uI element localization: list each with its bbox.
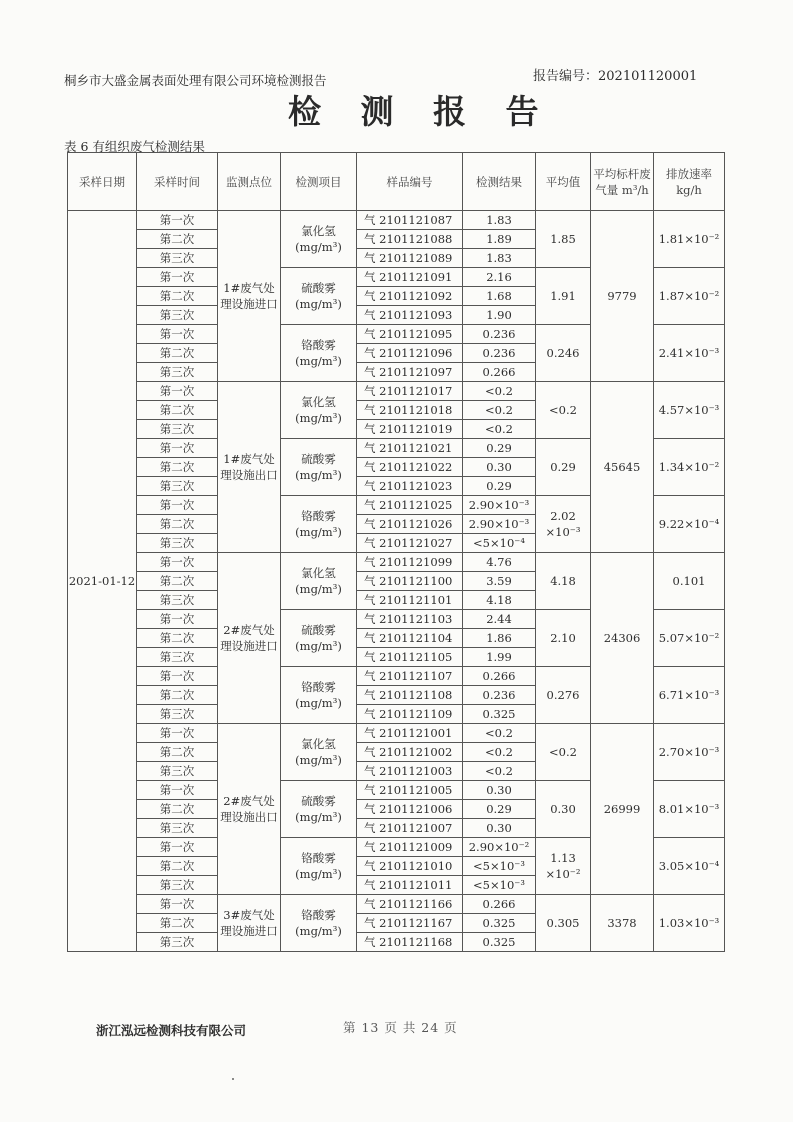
emission-rate-cell: 5.07×10⁻²: [654, 610, 725, 667]
result-cell: 1.83: [463, 211, 536, 230]
result-cell: 4.76: [463, 553, 536, 572]
sample-id-cell: 气 2101121027: [357, 534, 463, 553]
sampling-time-cell: 第一次: [137, 325, 218, 344]
monitoring-point-cell: 2#废气处理设施出口: [218, 724, 281, 895]
emission-rate-cell: 8.01×10⁻³: [654, 781, 725, 838]
test-item-cell: 氯化氢 (mg/m³): [281, 724, 357, 781]
sample-id-cell: 气 2101121104: [357, 629, 463, 648]
table-row: [68, 211, 725, 230]
emission-rate-cell: 1.87×10⁻²: [654, 268, 725, 325]
result-cell: <5×10⁻⁴: [463, 534, 536, 553]
sampling-time-cell: 第一次: [137, 895, 218, 914]
sample-id-cell: 气 2101121107: [357, 667, 463, 686]
result-cell: 1.89: [463, 230, 536, 249]
result-cell: 2.16: [463, 268, 536, 287]
test-item-cell: 氯化氢 (mg/m³): [281, 382, 357, 439]
average-cell: 0.246: [536, 325, 591, 382]
result-cell: 0.266: [463, 363, 536, 382]
header-cell: 检测结果: [463, 153, 536, 211]
sampling-time-cell: 第三次: [137, 363, 218, 382]
sample-id-cell: 气 2101121088: [357, 230, 463, 249]
sampling-time-cell: 第二次: [137, 458, 218, 477]
test-item-cell: 硫酸雾 (mg/m³): [281, 439, 357, 496]
sample-id-cell: 气 2101121166: [357, 895, 463, 914]
sampling-time-cell: 第二次: [137, 857, 218, 876]
header-cell: 采样日期: [68, 153, 137, 211]
emission-rate-cell: 6.71×10⁻³: [654, 667, 725, 724]
result-cell: 1.90: [463, 306, 536, 325]
emission-rate-cell: 2.41×10⁻³: [654, 325, 725, 382]
monitoring-point-cell: 3#废气处理设施进口: [218, 895, 281, 952]
sample-id-cell: 气 2101121093: [357, 306, 463, 325]
sampling-time-cell: 第三次: [137, 477, 218, 496]
result-cell: 0.266: [463, 895, 536, 914]
header-cell: 平均标杆废气量 m³/h: [591, 153, 654, 211]
result-cell: 1.86: [463, 629, 536, 648]
sampling-time-cell: 第二次: [137, 287, 218, 306]
sample-id-cell: 气 2101121097: [357, 363, 463, 382]
sampling-time-cell: 第二次: [137, 230, 218, 249]
emission-rate-cell: 1.81×10⁻²: [654, 211, 725, 268]
result-cell: 0.325: [463, 933, 536, 952]
test-item-cell: 铬酸雾 (mg/m³): [281, 325, 357, 382]
sample-id-cell: 气 2101121003: [357, 762, 463, 781]
table-row: [68, 724, 725, 743]
sampling-time-cell: 第一次: [137, 610, 218, 629]
sampling-time-cell: 第一次: [137, 553, 218, 572]
header-cell: 排放速率 kg/h: [654, 153, 725, 211]
sample-id-cell: 气 2101121018: [357, 401, 463, 420]
sampling-time-cell: 第二次: [137, 344, 218, 363]
test-item-cell: 氯化氢 (mg/m³): [281, 211, 357, 268]
sample-id-cell: 气 2101121011: [357, 876, 463, 895]
result-cell: 0.325: [463, 914, 536, 933]
average-cell: <0.2: [536, 382, 591, 439]
emission-rate-cell: 4.57×10⁻³: [654, 382, 725, 439]
average-cell: 0.276: [536, 667, 591, 724]
test-item-cell: 铬酸雾 (mg/m³): [281, 895, 357, 952]
sample-id-cell: 气 2101121087: [357, 211, 463, 230]
sample-id-cell: 气 2101121017: [357, 382, 463, 401]
result-cell: <0.2: [463, 743, 536, 762]
sample-id-cell: 气 2101121167: [357, 914, 463, 933]
sample-id-cell: 气 2101121096: [357, 344, 463, 363]
flow-rate-cell: 26999: [591, 724, 654, 895]
result-cell: 0.236: [463, 686, 536, 705]
average-cell: 4.18: [536, 553, 591, 610]
sample-id-cell: 气 2101121002: [357, 743, 463, 762]
sampling-time-cell: 第一次: [137, 268, 218, 287]
header-cell: 平均值: [536, 153, 591, 211]
average-cell: 1.91: [536, 268, 591, 325]
result-cell: 1.99: [463, 648, 536, 667]
result-cell: 2.44: [463, 610, 536, 629]
result-cell: <0.2: [463, 401, 536, 420]
emission-rate-cell: 3.05×10⁻⁴: [654, 838, 725, 895]
sample-id-cell: 气 2101121095: [357, 325, 463, 344]
sampling-time-cell: 第三次: [137, 420, 218, 439]
sampling-time-cell: 第二次: [137, 401, 218, 420]
sampling-time-cell: 第三次: [137, 591, 218, 610]
sampling-time-cell: 第二次: [137, 686, 218, 705]
sampling-time-cell: 第一次: [137, 667, 218, 686]
average-cell: <0.2: [536, 724, 591, 781]
sample-id-cell: 气 2101121025: [357, 496, 463, 515]
flow-rate-cell: 24306: [591, 553, 654, 724]
sampling-date-cell: 2021-01-12: [68, 211, 137, 952]
result-cell: <5×10⁻³: [463, 876, 536, 895]
sample-id-cell: 气 2101121021: [357, 439, 463, 458]
result-cell: 0.30: [463, 781, 536, 800]
sampling-time-cell: 第三次: [137, 876, 218, 895]
average-cell: 0.30: [536, 781, 591, 838]
test-item-cell: 硫酸雾 (mg/m³): [281, 781, 357, 838]
sampling-time-cell: 第一次: [137, 439, 218, 458]
result-cell: 0.325: [463, 705, 536, 724]
sample-id-cell: 气 2101121026: [357, 515, 463, 534]
test-item-cell: 铬酸雾 (mg/m³): [281, 838, 357, 895]
result-cell: 2.90×10⁻²: [463, 838, 536, 857]
sample-id-cell: 气 2101121009: [357, 838, 463, 857]
sampling-time-cell: 第二次: [137, 800, 218, 819]
flow-rate-cell: 45645: [591, 382, 654, 553]
sampling-time-cell: 第三次: [137, 249, 218, 268]
sample-id-cell: 气 2101121109: [357, 705, 463, 724]
result-cell: 0.30: [463, 819, 536, 838]
header-cell: 样品编号: [357, 153, 463, 211]
exhaust-gas-results-table: [67, 152, 725, 952]
sample-id-cell: 气 2101121105: [357, 648, 463, 667]
emission-rate-cell: 1.03×10⁻³: [654, 895, 725, 952]
sample-id-cell: 气 2101121005: [357, 781, 463, 800]
sampling-time-cell: 第三次: [137, 534, 218, 553]
table-row: [68, 382, 725, 401]
result-cell: 0.29: [463, 439, 536, 458]
sample-id-cell: 气 2101121089: [357, 249, 463, 268]
average-cell: 1.85: [536, 211, 591, 268]
sample-id-cell: 气 2101121103: [357, 610, 463, 629]
sampling-time-cell: 第一次: [137, 781, 218, 800]
emission-rate-cell: 1.34×10⁻²: [654, 439, 725, 496]
sampling-time-cell: 第二次: [137, 629, 218, 648]
sampling-time-cell: 第三次: [137, 648, 218, 667]
scan-speck: [232, 1078, 234, 1080]
emission-rate-cell: 0.101: [654, 553, 725, 610]
sampling-time-cell: 第一次: [137, 838, 218, 857]
result-cell: <0.2: [463, 724, 536, 743]
result-cell: 0.29: [463, 800, 536, 819]
test-item-cell: 氯化氢 (mg/m³): [281, 553, 357, 610]
sample-id-cell: 气 2101121007: [357, 819, 463, 838]
document-title: 检 测 报 告: [288, 92, 553, 131]
sample-id-cell: 气 2101121099: [357, 553, 463, 572]
average-cell: 2.10: [536, 610, 591, 667]
result-cell: 0.266: [463, 667, 536, 686]
result-cell: 3.59: [463, 572, 536, 591]
test-item-cell: 硫酸雾 (mg/m³): [281, 268, 357, 325]
flow-rate-cell: 9779: [591, 211, 654, 382]
sampling-time-cell: 第一次: [137, 724, 218, 743]
sampling-time-cell: 第三次: [137, 933, 218, 952]
result-cell: 0.236: [463, 325, 536, 344]
table-row: [68, 553, 725, 572]
sample-id-cell: 气 2101121101: [357, 591, 463, 610]
test-item-cell: 铬酸雾 (mg/m³): [281, 496, 357, 553]
test-item-cell: 铬酸雾 (mg/m³): [281, 667, 357, 724]
sample-id-cell: 气 2101121019: [357, 420, 463, 439]
page-number: 第 13 页 共 24 页: [343, 1020, 458, 1035]
result-cell: <0.2: [463, 762, 536, 781]
flow-rate-cell: 3378: [591, 895, 654, 952]
result-cell: 0.236: [463, 344, 536, 363]
table-caption: 表 6 有组织废气检测结果: [64, 139, 205, 154]
sample-id-cell: 气 2101121091: [357, 268, 463, 287]
result-cell: <0.2: [463, 382, 536, 401]
sample-id-cell: 气 2101121022: [357, 458, 463, 477]
report-number: 报告编号：202101120001: [533, 69, 698, 84]
result-cell: 0.29: [463, 477, 536, 496]
sample-id-cell: 气 2101121010: [357, 857, 463, 876]
table-row: [68, 895, 725, 914]
test-item-cell: 硫酸雾 (mg/m³): [281, 610, 357, 667]
sample-id-cell: 气 2101121006: [357, 800, 463, 819]
result-cell: 1.68: [463, 287, 536, 306]
average-cell: 0.305: [536, 895, 591, 952]
sampling-time-cell: 第二次: [137, 914, 218, 933]
average-cell: 0.29: [536, 439, 591, 496]
sampling-time-cell: 第三次: [137, 306, 218, 325]
header-cell: 检测项目: [281, 153, 357, 211]
average-cell: 1.13 ×10⁻²: [536, 838, 591, 895]
sample-id-cell: 气 2101121100: [357, 572, 463, 591]
emission-rate-cell: 2.70×10⁻³: [654, 724, 725, 781]
sampling-time-cell: 第二次: [137, 743, 218, 762]
sampling-time-cell: 第一次: [137, 496, 218, 515]
emission-rate-cell: 9.22×10⁻⁴: [654, 496, 725, 553]
sampling-time-cell: 第一次: [137, 382, 218, 401]
monitoring-point-cell: 1#废气处理设施进口: [218, 211, 281, 382]
sample-id-cell: 气 2101121023: [357, 477, 463, 496]
sampling-time-cell: 第三次: [137, 705, 218, 724]
sampling-time-cell: 第二次: [137, 515, 218, 534]
sample-id-cell: 气 2101121108: [357, 686, 463, 705]
sampling-time-cell: 第二次: [137, 572, 218, 591]
result-cell: 2.90×10⁻³: [463, 515, 536, 534]
monitoring-point-cell: 1#废气处理设施出口: [218, 382, 281, 553]
sampling-time-cell: 第三次: [137, 762, 218, 781]
sampling-time-cell: 第三次: [137, 819, 218, 838]
result-cell: 4.18: [463, 591, 536, 610]
result-cell: <0.2: [463, 420, 536, 439]
monitoring-point-cell: 2#废气处理设施进口: [218, 553, 281, 724]
sampling-time-cell: 第一次: [137, 211, 218, 230]
result-cell: <5×10⁻³: [463, 857, 536, 876]
header-cell: 监测点位: [218, 153, 281, 211]
footer-company: 浙江泓远检测科技有限公司: [96, 1023, 247, 1038]
average-cell: 2.02 ×10⁻³: [536, 496, 591, 553]
result-cell: 2.90×10⁻³: [463, 496, 536, 515]
table-header-row: [68, 153, 725, 211]
sample-id-cell: 气 2101121092: [357, 287, 463, 306]
result-cell: 1.83: [463, 249, 536, 268]
result-cell: 0.30: [463, 458, 536, 477]
sample-id-cell: 气 2101121168: [357, 933, 463, 952]
sample-id-cell: 气 2101121001: [357, 724, 463, 743]
report-header-company: 桐乡市大盛金属表面处理有限公司环境检测报告: [64, 73, 327, 88]
header-cell: 采样时间: [137, 153, 218, 211]
